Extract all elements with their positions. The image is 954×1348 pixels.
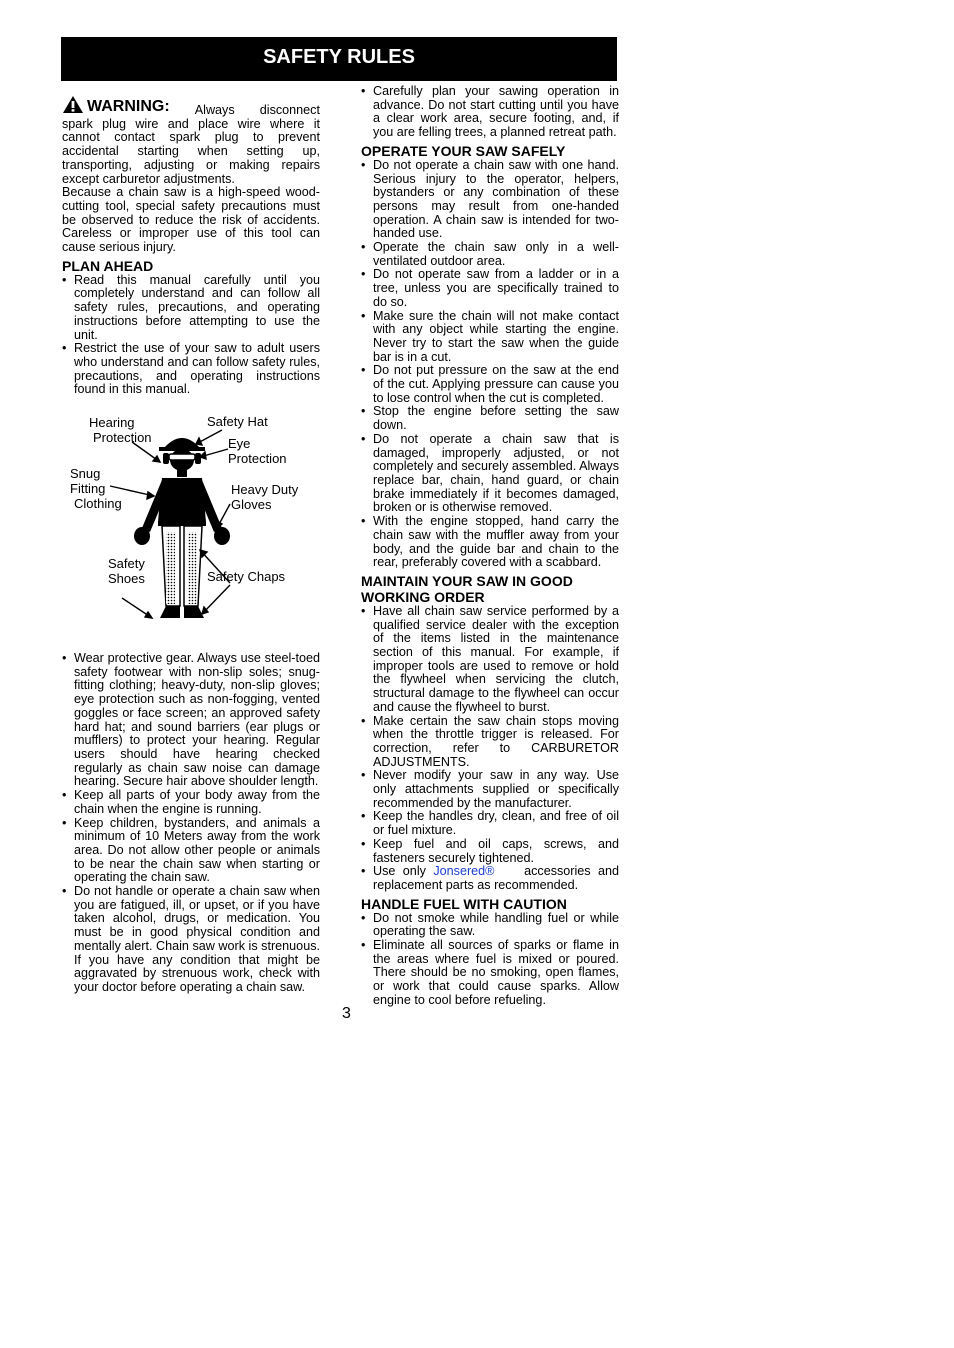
label-gloves — [231, 482, 298, 512]
label-chaps: Safety Chaps — [207, 569, 286, 585]
list-item: • Keep fuel and oil caps, screws, and fasteners securely tightened. — [361, 838, 619, 865]
registered-mark: ® — [485, 864, 495, 879]
label-line: Eye — [228, 436, 251, 452]
page-number: 3 — [342, 1005, 351, 1022]
list-item: • Restrict the use of your saw to adult users who understand and can follow safety rules, precautions, and operating instructions found in this manual. — [62, 342, 320, 397]
list-item: • Operate the chain saw only in a well-ventilated outdoor area. — [361, 241, 619, 268]
use-only-suffix: accessories and replacement parts as recommended. — [373, 864, 620, 892]
label-line: Fitting — [70, 481, 106, 497]
label-line: Snug — [70, 466, 101, 482]
warning-first-word: Always — [194, 103, 235, 117]
right-column — [361, 85, 619, 1008]
list-item: • Stop the engine before setting the saw down. — [361, 405, 619, 432]
list-item: • Do not operate saw from a ladder or in a tree, unless you are specifically trained to do so. — [361, 268, 619, 309]
plan-ahead-list — [62, 274, 320, 397]
list-item: • Do not operate a chain saw with one hand. Serious injury to the operator, helpers, bystanders or any combination of these persons may result from one-handed operation. A chain saw is intended for two-handed use. — [361, 159, 619, 241]
label-eye-protection — [228, 436, 287, 466]
warning-text: spark plug wire and place wire where it cannot contact spark plug to prevent accidental starting when setting up, transporting, adjusting or making repairs except carburetor adjustments. — [62, 116, 320, 186]
warning-head — [62, 95, 170, 114]
operate-list — [361, 159, 619, 570]
planning-list — [361, 85, 619, 140]
left-column — [62, 95, 320, 995]
list-item: • Carefully plan your sawing operation in advance. Do not start cutting until you have a clear work area, secure footing, and, if you are felling trees, a planned retreat path. — [361, 85, 619, 140]
list-item — [361, 865, 619, 892]
label-line: Gloves — [231, 497, 272, 513]
fuel-heading: HANDLE FUEL WITH CAUTION — [361, 895, 567, 912]
list-item: • With the engine stopped, hand carry the chain saw with the muffler away from your body, and the guide bar and chain to the rear, preferably covered with a scabbard. — [361, 515, 619, 570]
plan-ahead-heading: PLAN AHEAD — [62, 257, 154, 274]
label-clothing — [70, 466, 122, 511]
warning-label: WARNING: — [87, 98, 170, 116]
list-item: • Do not operate a chain saw that is damaged, improperly adjusted, or not completely and securely assembled. Always replace bar, chain, hand guard, or chain brake immediately if it becomes damaged, broken or is otherwise removed. — [361, 433, 619, 515]
label-line: Hearing — [89, 415, 135, 431]
list-item: • Do not put pressure on the saw at the end of the cut. Applying pressure can cause you to lose control when the cut is completed. — [361, 364, 619, 405]
label-safety-hat: Safety Hat — [207, 414, 268, 430]
use-only-prefix: Use only — [373, 864, 426, 879]
list-item: • Eliminate all sources of sparks or flame in the areas where fuel is mixed or poured. There should be no smoking, open flames, or work that could cause sparks. Allow engine to cool before refueling. — [361, 939, 619, 1008]
brand-name: Jonsered — [433, 864, 486, 879]
label-line: Clothing — [74, 496, 122, 512]
label-hearing-protection — [89, 415, 152, 445]
list-item: • Make certain the saw chain stops moving when the throttle trigger is released. For correction, refer to CARBURETOR ADJUSTMENTS. — [361, 715, 619, 770]
operate-heading: OPERATE YOUR SAW SAFELY — [361, 142, 566, 159]
list-item: • Have all chain saw service performed by a qualified service dealer with the exception of the items listed in the maintenance section of this manual. For example, if improper tools are used to remove or hold the flywheel when servicing the clutch, structural damage to the flywheel can occur and cause the flywheel to burst. — [361, 605, 619, 715]
list-item: • Do not smoke while handling fuel or while operating the saw. — [361, 912, 619, 939]
heading-line: WORKING ORDER — [361, 588, 485, 605]
list-item: • Read this manual carefully until you completely understand and can follow all safety rules, precautions, and operating instructions before attempting to use the unit. — [62, 274, 320, 343]
maintain-heading — [361, 573, 619, 605]
list-item: • Keep children, bystanders, and animals a minimum of 10 Meters away from the work area. Do not allow other people or animals to be near the chain saw when starting or operating the chain saw. — [62, 817, 320, 886]
list-item: • Keep the handles dry, clean, and free of oil or fuel mixture. — [361, 810, 619, 837]
label-line: Protection — [93, 430, 152, 446]
warning-triangle-icon — [62, 95, 84, 114]
list-item: • Make sure the chain will not make contact with any object while starting the engine. Never try to start the saw when the guide bar is in a cut. — [361, 310, 619, 365]
gear-list — [62, 652, 320, 995]
list-item: • Wear protective gear. Always use steel-toed safety footwear with non-slip soles; snug-fitting clothing; heavy-duty, non-slip gloves; eye protection such as non-fogging, vented goggles or face screen; an approved safety hard hat; and sound barriers (ear plugs or mufflers) to protect your hearing. Regular users should have hearing checked regularly as chain saw noise can damage hearing. Secure hair above shoulder length. — [62, 652, 320, 789]
label-line: Safety — [108, 556, 145, 572]
list-item: • Never modify your saw in any way. Use only attachments supplied or specifically recommended by the manufacturer. — [361, 769, 619, 810]
label-line: Protection — [228, 451, 287, 467]
fuel-list — [361, 912, 619, 1008]
label-shoes — [108, 556, 145, 586]
page-title: SAFETY RULES — [61, 37, 617, 81]
label-line: Heavy Duty — [231, 482, 299, 498]
warning-line — [62, 95, 320, 118]
label-line: Shoes — [108, 571, 145, 587]
list-item: • Keep all parts of your body away from the chain when the engine is running. — [62, 789, 320, 816]
intro-paragraph: Because a chain saw is a high-speed wood-cutting tool, special safety precautions must be observed to reduce the risk of accidents. Careless or improper use of this tool can cause serious injury. — [62, 185, 320, 255]
warning-last-word: disconnect — [259, 103, 320, 117]
list-item: • Do not handle or operate a chain saw when you are fatigued, ill, or upset, or if you have taken alcohol, drugs, or medication. You must be in good physical condition and mentally alert. Chain saw work is strenuous. If you have any condition that might be aggravated by strenuous work, check with your doctor before operating a chain saw. — [62, 885, 320, 995]
maintain-list — [361, 605, 619, 893]
protective-gear-figure — [62, 410, 320, 640]
heading-line: MAINTAIN YOUR SAW IN GOOD — [361, 572, 573, 589]
